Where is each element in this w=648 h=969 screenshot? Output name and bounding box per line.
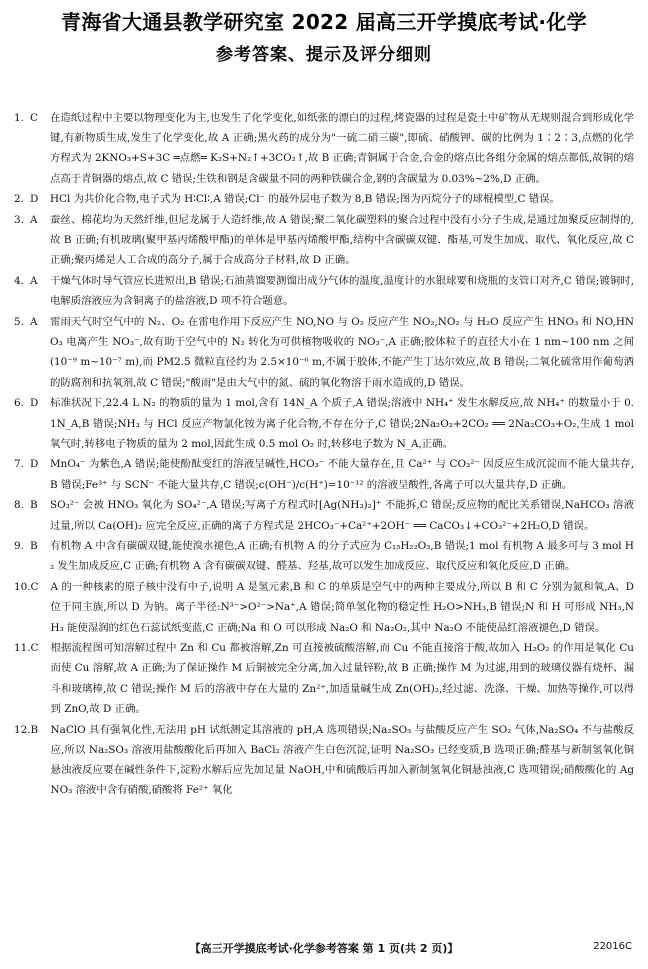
question-number: 8.	[14, 499, 24, 512]
page-footer: 【高三开学摸底考试·化学参考答案 第 1 页(共 2 页)】	[189, 942, 459, 955]
answer-letter: A	[30, 316, 38, 329]
answer-letter: C	[30, 581, 39, 594]
answer-explanation: NaClO 具有强氧化性,无法用 pH 试纸测定其溶液的 pH,A 选项错误;Na₂SO₃ 与盐酸反应产生 SO₂ 气体,Na₂SO₄ 不与盐酸反应,所以 Na₂SO₃ 溶液用盐酸酸化后再加入 BaCl₂ 溶液产生白色沉淀,证明 Na₂SO₃ 已经变质,B 选项正确;醛基与新制氢氧化铜悬浊液反应要在碱性条件下,淀粉水解后应先加足量 NaOH,中和硫酸后再加入新制氢氧化铜悬浊液,C 选项错误;硝酸酸化的 AgNO₃ 溶液中含有硝酸,硝酸将 Fe²⁺ 氧化	[50, 723, 634, 797]
answer-letter: A	[30, 275, 38, 288]
answer-list	[14, 108, 634, 801]
answer-letter: C	[30, 642, 39, 655]
question-number: 12.	[14, 723, 31, 736]
answer-item-7	[14, 454, 634, 494]
answer-letter: B	[30, 499, 38, 512]
answer-item-4	[14, 271, 634, 311]
question-number: 10.	[14, 581, 31, 594]
question-number: 4.	[14, 275, 24, 288]
answer-letter: B	[30, 723, 39, 736]
answer-explanation: 根据流程图可知溶解过程中 Zn 和 Cu 都被溶解,Zn 可直接被硫酸溶解,而 Cu 不能直接溶于酸,故加入 H₂O₂ 的作用是氧化 Cu 而使 Cu 溶解,故 A 正确;为了保证操作 M 后铜被完全分离,加入过量锌粉,故 B 正确;操作 M 为过滤,用到的玻璃仪器有烧杯、漏斗和玻璃棒,故 C 错误;操作 M 后的溶液中存在大量的 Zn²⁺,加适量碱生成 Zn(OH)₂,经过滤、洗涤、干燥、加热等操作,可以得到 ZnO,故 D 正确。	[50, 642, 634, 715]
answer-explanation: A 的一种核素的原子核中没有中子,说明 A 是氢元素,B 和 C 的单质是空气中的两种主要成分,所以 B 和 C 分别为氮和氧,A、D 位于同主族,所以 D 为钠。离子半径:N³⁻>O²⁻>Na⁺,A 错误;简单氢化物的稳定性 H₂O>NH₃,B 错误;N 和 H 可形成 NH₃,NH₃ 能使湿润的红色石蕊试纸变蓝,C 正确;Na 和 O 可以形成 Na₂O 和 Na₂O₂,其中 Na₂O 不能使品红溶液褪色,D 错误。	[50, 581, 634, 634]
page-title: 青海省大通县教学研究室 2022 届高三开学摸底考试·化学	[61, 10, 587, 34]
question-number: 9.	[14, 540, 24, 553]
answer-explanation: SO₃²⁻ 会被 HNO₃ 氧化为 SO₄²⁻,A 错误;写离子方程式时[Ag(NH₃)₂]⁺ 不能拆,C 错误;反应物的配比关系错误,NaHCO₃ 溶液过量,所以 Ca(OH)₂ 应完全反应,正确的离子方程式是 2HCO₃⁻+Ca²⁺+2OH⁻ ══ CaCO₃↓+CO₃²⁻+2H₂O,D 错误。	[50, 499, 634, 532]
question-number: 11.	[14, 642, 31, 655]
answer-item-11	[14, 638, 634, 719]
answer-item-10	[14, 577, 634, 638]
answer-explanation: 雷雨天气时空气中的 N₂、O₂ 在雷电作用下反应产生 NO,NO 与 O₂ 反应产生 NO₂,NO₂ 与 H₂O 反应产生 HNO₃ 和 NO,HNO₃ 电离产生 NO₃⁻,故有助于空气中的 N₂ 转化为可供植物吸收的 NO₃⁻,A 正确;胶体粒子的直径大小在 1 nm~100 nm 之间(10⁻⁹ m~10⁻⁷ m),而 PM2.5 微粒直径约为 2.5×10⁻⁶ m,不属于胶体,不能产生丁达尔效应,故 B 错误;二氧化硫常用作葡萄酒的防腐剂和抗氧剂,故 C 错误;"酸雨"是由大气中的氮、硫的氧化物溶于雨水造成的,D 错误。	[50, 316, 634, 389]
answer-item-8	[14, 495, 634, 535]
answer-explanation: 标准状况下,22.4 L N₂ 的物质的量为 1 mol,含有 14N_A 个质子,A 错误;溶液中 NH₄⁺ 发生水解反应,故 NH₄⁺ 的数量小于 0.1N_A,B 错误;NH₃ 与 HCl 反应产物氯化铵为离子化合物,不存在分子,C 错误;2Na₂O₂+2CO₂ ══ 2Na₂CO₃+O₂,生成 1 mol 氧气时,转移电子物质的量为 2 mol,因此生成 0.5 mol O₂ 时,转移电子数为 N_A,正确。	[50, 397, 634, 450]
answer-item-12	[14, 720, 634, 801]
answer-item-3	[14, 210, 634, 271]
answer-explanation: MnO₄⁻ 为紫色,A 错误;能使酚酞变红的溶液呈碱性,HCO₃⁻ 不能大量存在,且 Ca²⁺ 与 CO₃²⁻ 因反应生成沉淀而不能大量共存,B 错误;Fe³⁺ 与 SCN⁻ 不能大量共存,C 错误;c(OH⁻)/c(H⁺)=10⁻¹² 的溶液呈酸性,各离子可以大量共存,D 正确。	[50, 458, 634, 491]
document-code: 22016C	[593, 941, 632, 952]
answer-explanation: 蚕丝、棉花均为天然纤维,但尼龙属于人造纤维,故 A 错误;聚二氧化碳塑料的聚合过程中没有小分子生成,是通过加聚反应制得的,故 B 正确;有机玻璃(聚甲基丙烯酸甲酯)的单体是甲基丙烯酸甲酯,结构中含碳碳双键、酯基,可发生加成、取代、氧化反应,故 C 正确;聚丙烯是人工合成的高分子,属于合成高分子材料,故 D 正确。	[50, 214, 634, 267]
answer-item-5	[14, 312, 634, 393]
answer-explanation: 干燥气体时导气管应长进短出,B 错误;石油蒸馏要测馏出成分气体的温度,温度计的水银球要和烧瓶的支管口对齐,C 错误;镀铜时,电解质溶液应为含铜离子的盐溶液,D 项不符合题意。	[50, 275, 634, 308]
answer-letter: D	[30, 458, 39, 471]
answer-letter: B	[30, 540, 38, 553]
answer-item-1	[14, 108, 634, 189]
question-number: 7.	[14, 458, 24, 471]
answer-item-9	[14, 536, 634, 576]
question-number: 5.	[14, 316, 24, 329]
answer-explanation: HCl 为共价化合物,电子式为 H∶Cl∶,A 错误;Cl⁻ 的最外层电子数为 8,B 错误;图为丙烷分子的球棍模型,C 错误。	[50, 193, 560, 206]
answer-letter: A	[30, 214, 38, 227]
answer-letter: D	[30, 193, 39, 206]
answer-letter: C	[30, 112, 38, 124]
question-number: 3.	[14, 214, 24, 227]
question-number: 2.	[14, 193, 24, 206]
answer-explanation: 在造纸过程中主要以物理变化为主,也发生了化学变化,如纸张的漂白的过程,烤瓷器的过程是瓷土中矿物从无规则混合到形成化学键,有新物质生成,发生了化学变化,故 A 正确;黑火药的成分为"一硫二硝三碳",即硫、硝酸钾、碳的比例为 1∶2∶3,点燃的化学方程式为 2KNO₃+S+3C ═点燃═ K₂S+N₂↑+3CO₂↑,故 B 正确;青铜属于合金,合金的熔点比各组分金属的熔点都低,故铜的熔点高于青铜器的熔点,故 C 错误;生铁和钢是含碳量不同的两种铁碳合金,钢的含碳量为 0.03%~2%,D 正确。	[50, 112, 634, 185]
page-subtitle: 参考答案、提示及评分细则	[216, 45, 432, 65]
answer-item-2	[14, 189, 634, 209]
answer-letter: D	[30, 397, 39, 410]
question-number: 6.	[14, 397, 24, 410]
answer-item-6	[14, 393, 634, 454]
answer-explanation: 有机物 A 中含有碳碳双键,能使溴水褪色,A 正确;有机物 A 的分子式应为 C₁₅H₂₂O₃,B 错误;1 mol 有机物 A 最多可与 3 mol H₂ 发生加成反应,C 正确;有机物 A 含有碳碳双键、醛基、羟基,故可以发生加成反应、取代反应和氧化反应,D 正确。	[50, 540, 634, 573]
question-number: 1.	[14, 112, 24, 124]
